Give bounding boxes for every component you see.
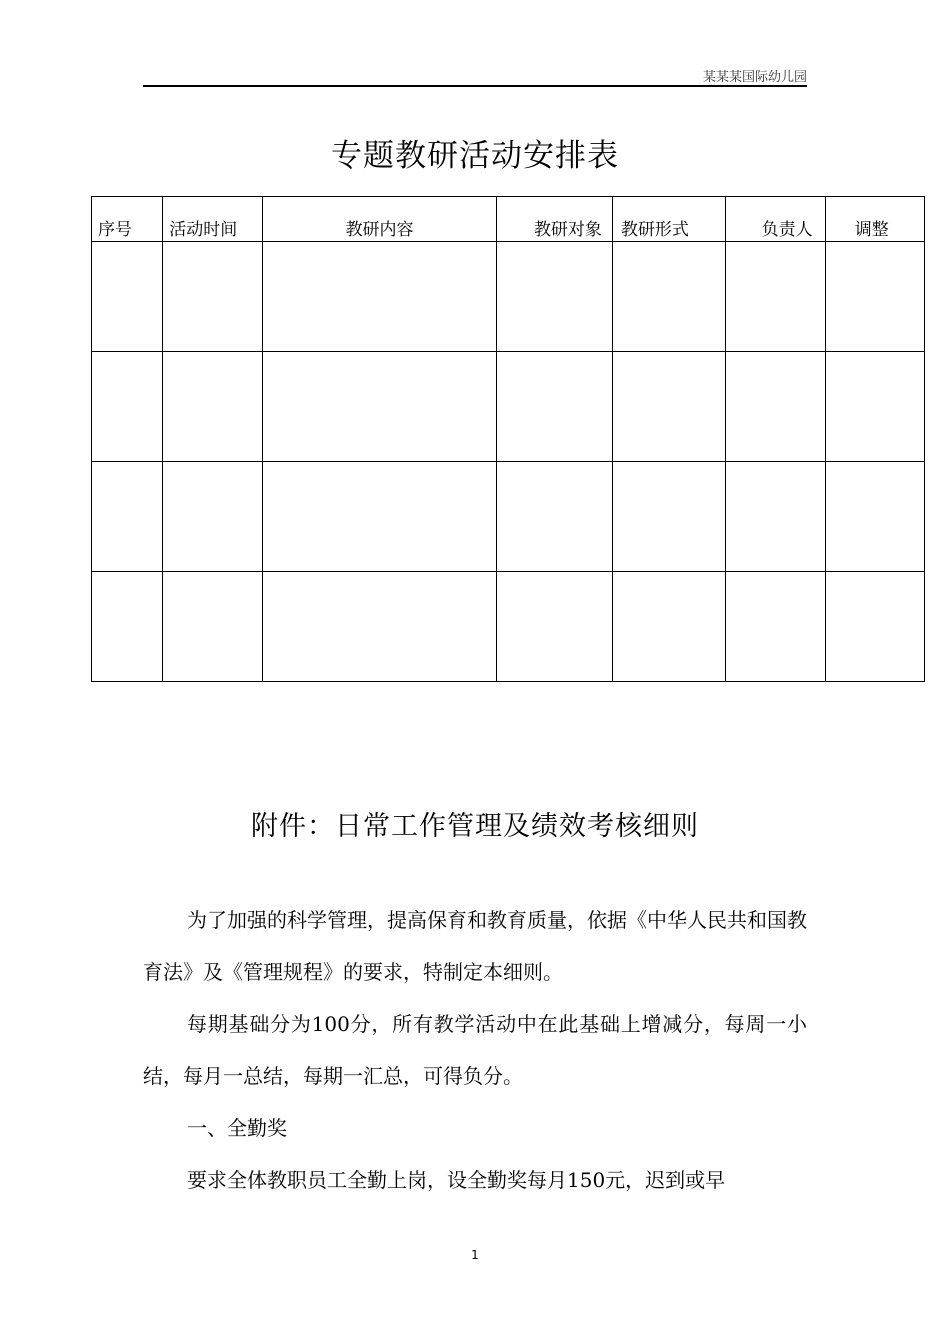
table-cell <box>612 242 725 352</box>
col-header-content: 教研内容 <box>262 197 497 242</box>
table-header-row <box>92 197 925 242</box>
table-cell <box>825 462 924 572</box>
paragraph-attendance-award: 要求全体教职员工全勤上岗，设全勤奖每月150元，迟到或早 <box>187 1168 726 1192</box>
table-cell <box>497 242 612 352</box>
table-cell <box>497 572 612 682</box>
table-row <box>92 462 925 572</box>
table-cell <box>825 572 924 682</box>
table-cell <box>825 352 924 462</box>
table-cell <box>163 242 262 352</box>
paragraph-base-score: 每期基础分为100分，所有教学活动中在此基础上增减分，每周一小结，每月一总结，每期一汇总，可得负分。 <box>143 1012 807 1088</box>
table-cell <box>262 352 497 462</box>
table-cell <box>726 462 825 572</box>
attachment-body <box>143 894 807 1206</box>
table-cell <box>612 572 725 682</box>
table-cell <box>497 352 612 462</box>
paragraph-intro: 为了加强的科学管理，提高保育和教育质量，依据《中华人民共和国教育法》及《管理规程》的要求，特制定本细则。 <box>143 908 807 984</box>
col-header-audience: 教研对象 <box>497 197 612 242</box>
col-header-index: 序号 <box>92 197 163 242</box>
table-cell <box>262 462 497 572</box>
header-school-name: 某某某国际幼儿园 <box>702 70 807 85</box>
table-cell <box>726 572 825 682</box>
schedule-title: 专题教研活动安排表 <box>331 138 619 174</box>
attachment-title: 附件：日常工作管理及绩效考核细则 <box>251 811 699 842</box>
table-row <box>92 352 925 462</box>
table-cell <box>825 242 924 352</box>
table-cell <box>92 572 163 682</box>
col-header-format: 教研形式 <box>612 197 725 242</box>
table-cell <box>262 242 497 352</box>
page-number: 1 <box>471 1248 479 1262</box>
table-cell <box>612 352 725 462</box>
col-header-time: 活动时间 <box>163 197 262 242</box>
schedule-table <box>91 196 925 682</box>
section-heading-attendance: 一、全勤奖 <box>187 1116 287 1140</box>
header-rule <box>143 85 807 87</box>
table-cell <box>497 462 612 572</box>
col-header-owner: 负责人 <box>726 197 825 242</box>
col-header-adjust: 调整 <box>825 197 924 242</box>
table-cell <box>163 462 262 572</box>
table-cell <box>612 462 725 572</box>
table-row <box>92 242 925 352</box>
table-cell <box>92 352 163 462</box>
table-cell <box>726 242 825 352</box>
table-cell <box>163 352 262 462</box>
table-cell <box>262 572 497 682</box>
table-cell <box>92 462 163 572</box>
table-row <box>92 572 925 682</box>
schedule-table-container <box>91 196 925 682</box>
table-cell <box>726 352 825 462</box>
table-cell <box>163 572 262 682</box>
table-cell <box>92 242 163 352</box>
